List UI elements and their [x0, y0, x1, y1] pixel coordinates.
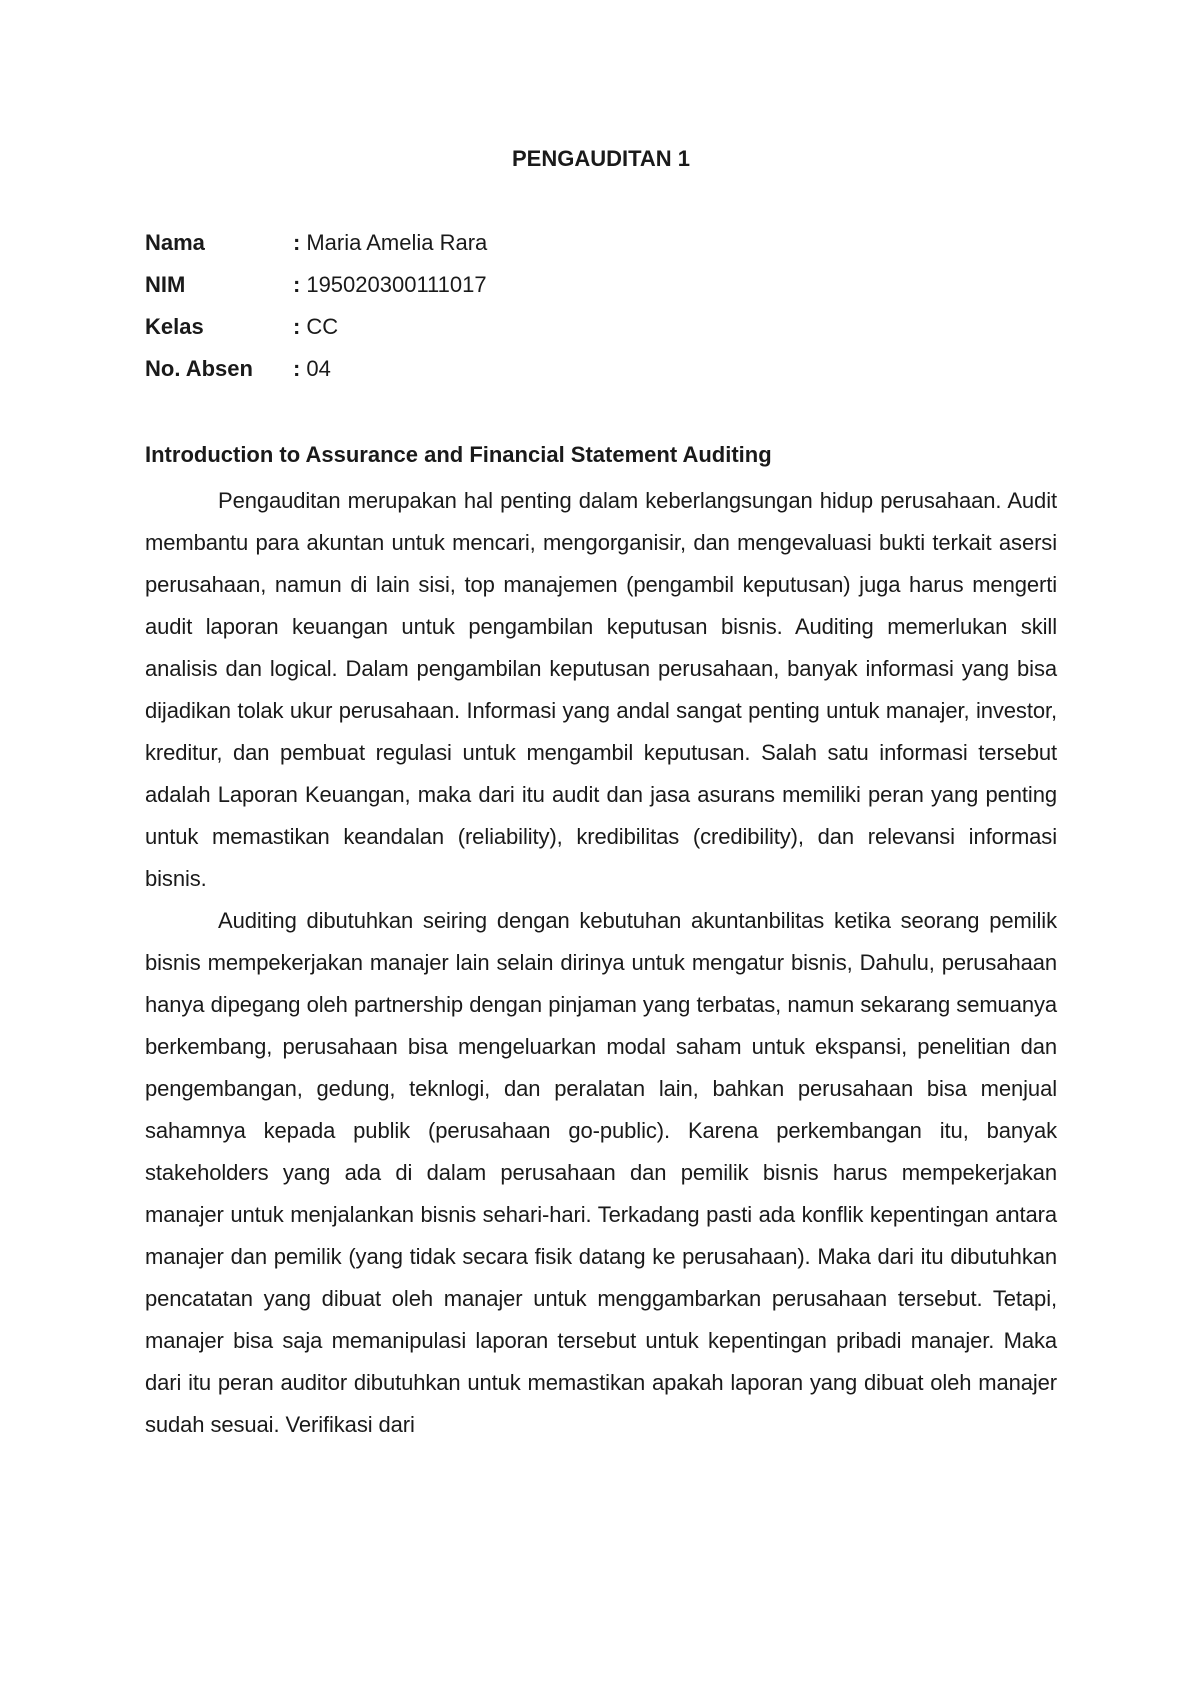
info-label: NIM	[145, 272, 186, 297]
body-text	[145, 480, 1057, 1446]
info-row-kelas	[145, 312, 1057, 354]
info-value: 04	[306, 356, 331, 381]
info-label: Kelas	[145, 314, 204, 339]
document-title: PENGAUDITAN 1	[511, 146, 691, 171]
info-label: Nama	[145, 230, 205, 255]
paragraph: Auditing dibutuhkan seiring dengan kebutuhan akuntanbilitas ketika seorang pemilik bisnis mempekerjakan manajer lain selain dirinya untuk mengatur bisnis, Dahulu, perusahaan hanya dipegang oleh partnership dengan pinjaman yang terbatas, namun sekarang semuanya berkembang, perusahaan bisa mengeluarkan modal saham untuk ekspansi, penelitian dan pengembangan, gedung, teknlogi, dan peralatan lain, bahkan perusahaan bisa menjual sahamnya kepada publik (perusahaan go-public). Karena perkembangan itu, banyak stakeholders yang ada di dalam perusahaan dan pemilik bisnis harus mempekerjakan manajer untuk menjalankan bisnis sehari-hari. Terkadang pasti ada konflik kepentingan antara manajer dan pemilik (yang tidak secara fisik datang ke perusahaan). Maka dari itu dibutuhkan pencatatan yang dibuat oleh manajer untuk menggambarkan perusahaan tersebut. Tetapi, manajer bisa saja memanipulasi laporan tersebut untuk kepentingan pribadi manajer. Maka dari itu peran auditor dibutuhkan untuk memastikan apakah laporan yang dibuat oleh manajer sudah sesuai. Verifikasi dari	[145, 908, 1057, 1437]
info-colon: :	[293, 356, 301, 381]
info-row-nama	[145, 228, 1057, 270]
paragraph: Pengauditan merupakan hal penting dalam keberlangsungan hidup perusahaan. Audit membantu para akuntan untuk mencari, mengorganisir, dan mengevaluasi bukti terkait asersi perusahaan, namun di lain sisi, top manajemen (pengambil keputusan) juga harus mengerti audit laporan keuangan untuk pengambilan keputusan bisnis. Auditing memerlukan skill analisis dan logical. Dalam pengambilan keputusan perusahaan, banyak informasi yang bisa dijadikan tolak ukur perusahaan. Informasi yang andal sangat penting untuk manajer, investor, kreditur, dan pembuat regulasi untuk mengambil keputusan. Salah satu informasi tersebut adalah Laporan Keuangan, maka dari itu audit dan jasa asurans memiliki peran yang penting untuk memastikan keandalan (reliability), kredibilitas (credibility), dan relevansi informasi bisnis.	[145, 488, 1057, 891]
student-info	[145, 228, 1057, 396]
info-colon: :	[293, 230, 301, 255]
info-row-nim	[145, 270, 1057, 312]
info-value: 195020300111017	[306, 272, 487, 297]
info-colon: :	[293, 314, 301, 339]
info-row-no-absen	[145, 354, 1057, 396]
info-value: CC	[306, 314, 339, 339]
info-value: Maria Amelia Rara	[306, 230, 488, 255]
info-colon: :	[293, 272, 301, 297]
section-heading: Introduction to Assurance and Financial Statement Auditing	[145, 442, 772, 467]
info-label: No. Absen	[145, 356, 253, 381]
